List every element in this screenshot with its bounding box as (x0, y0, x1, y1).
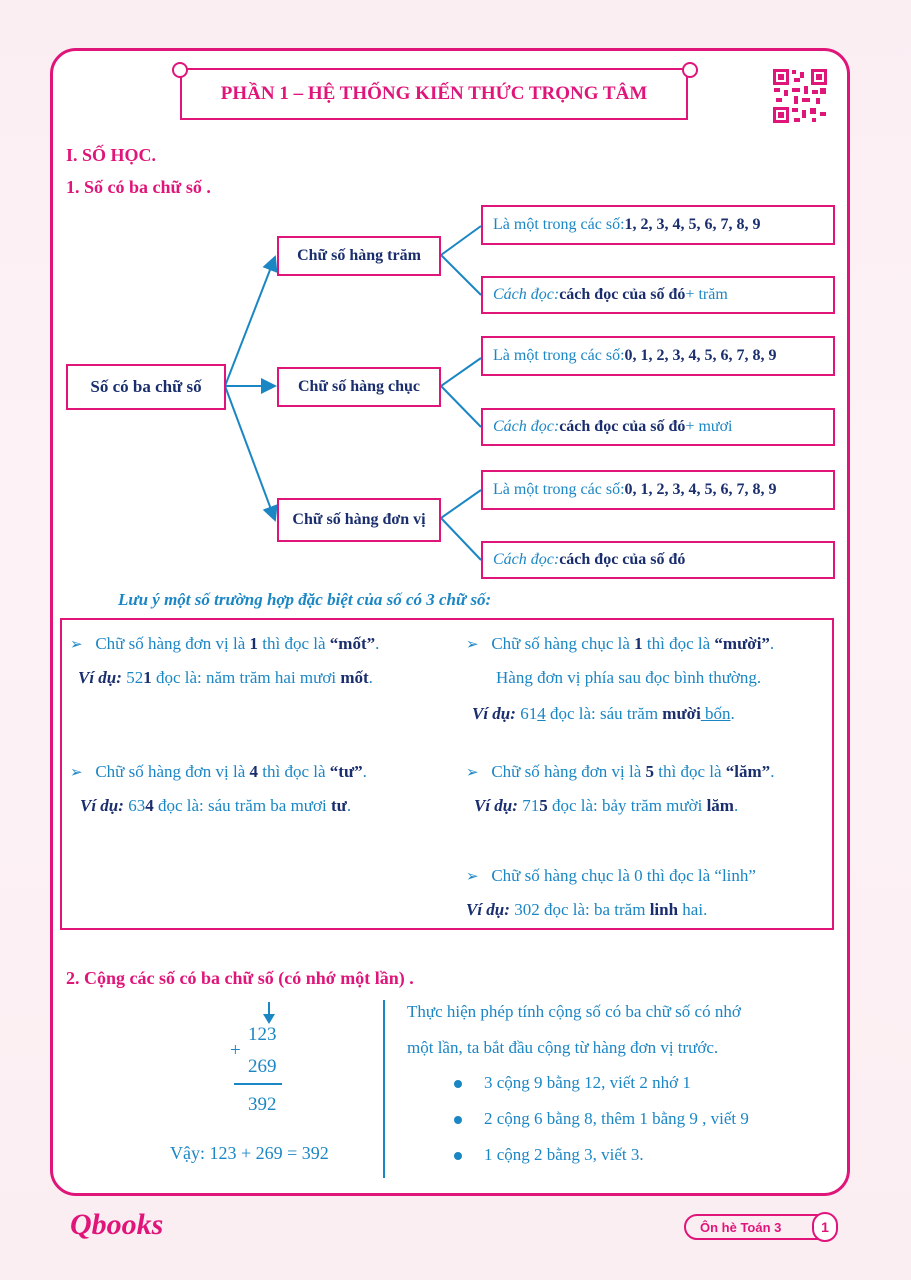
banner-title: PHẦN 1 – HỆ THỐNG KIẾN THỨC TRỌNG TÂM (220, 83, 648, 104)
step-item: 3 cộng 9 bằng 12, viết 2 nhớ 1 (454, 1073, 691, 1093)
note-3-example: Ví dụ: 634 đọc là: sáu trăm ba mươi tư. (80, 796, 352, 815)
addition-heading: 2. Cộng các số có ba chữ số (có nhớ một lần) . (66, 968, 414, 988)
brand-logo: Qbooks (70, 1208, 164, 1241)
note-1: ➢ Chữ số hàng đơn vị là 1 thì đọc là “mốt”. (70, 634, 380, 653)
units-read-box: Cách đọc: cách đọc của số đó (481, 541, 835, 579)
arrow-bullet-icon: ➢ (70, 765, 83, 781)
column-divider (383, 1000, 385, 1178)
addend-bottom: 269 (248, 1056, 277, 1077)
bullet-dot-icon (454, 1080, 462, 1088)
note-2-line2: Hàng đơn vị phía sau đọc bình thường. (496, 668, 762, 687)
explain-line-1: Thực hiện phép tính cộng số có ba chữ số có nhớ (407, 1002, 741, 1021)
carry-arrow-icon (262, 1002, 276, 1026)
note-5: ➢ Chữ số hàng chục là 0 thì đọc là “linh” (466, 866, 756, 885)
arrow-bullet-icon: ➢ (466, 869, 479, 885)
page-number: 1 (812, 1212, 838, 1242)
section-heading: I. SỐ HỌC. (66, 145, 157, 165)
units-node: Chữ số hàng đơn vị (277, 498, 441, 542)
hundreds-rule-box: Là một trong các số: 1, 2, 3, 4, 5, 6, 7, 8, 9 (481, 205, 835, 245)
hundreds-node: Chữ số hàng trăm (277, 236, 441, 276)
sum-line (234, 1083, 282, 1085)
addend-top: 123 (248, 1024, 277, 1045)
tens-rule-box: Là một trong các số: 0, 1, 2, 3, 4, 5, 6, 7, 8, 9 (481, 336, 835, 376)
note-5-example: Ví dụ: 302 đọc là: ba trăm linh hai. (466, 900, 708, 919)
bullet-dot-icon (454, 1152, 462, 1160)
note-1-example: Ví dụ: 521 đọc là: năm trăm hai mươi mốt. (78, 668, 373, 687)
note-4-example: Ví dụ: 715 đọc là: bảy trăm mười lăm. (474, 796, 739, 815)
summary-text: Vậy: 123 + 269 = 392 (170, 1143, 329, 1163)
note-3: ➢ Chữ số hàng đơn vị là 4 thì đọc là “tư”. (70, 762, 367, 781)
arrow-bullet-icon: ➢ (70, 637, 83, 653)
units-rule-box: Là một trong các số: 0, 1, 2, 3, 4, 5, 6, 7, 8, 9 (481, 470, 835, 510)
bullet-dot-icon (454, 1116, 462, 1124)
tens-node: Chữ số hàng chục (277, 367, 441, 407)
subsection-heading: 1. Số có ba chữ số . (66, 177, 211, 197)
plus-sign: + (230, 1040, 241, 1061)
arrow-bullet-icon: ➢ (466, 765, 479, 781)
tens-read-box: Cách đọc: cách đọc của số đó + mươi (481, 408, 835, 446)
notes-title: Lưu ý một số trường hợp đặc biệt của số có 3 chữ số: (118, 590, 492, 609)
note-2-example: Ví dụ: 614 đọc là: sáu trăm mười bốn. (472, 704, 735, 723)
note-2: ➢ Chữ số hàng chục là 1 thì đọc là “mười”. (466, 634, 775, 653)
sum-result: 392 (248, 1094, 277, 1115)
footer-tag: Ôn hè Toán 3 (684, 1214, 834, 1240)
root-node: Số có ba chữ số (66, 364, 226, 410)
step-item: 2 cộng 6 bằng 8, thêm 1 bằng 9 , viết 9 (454, 1109, 749, 1129)
arrow-bullet-icon: ➢ (466, 637, 479, 653)
note-4: ➢ Chữ số hàng đơn vị là 5 thì đọc là “lăm”. (466, 762, 775, 781)
hundreds-read-box: Cách đọc: cách đọc của số đó + trăm (481, 276, 835, 314)
step-item: 1 cộng 2 bằng 3, viết 3. (454, 1145, 644, 1165)
explain-line-2: một lần, ta bắt đầu cộng từ hàng đơn vị trước. (407, 1038, 719, 1057)
